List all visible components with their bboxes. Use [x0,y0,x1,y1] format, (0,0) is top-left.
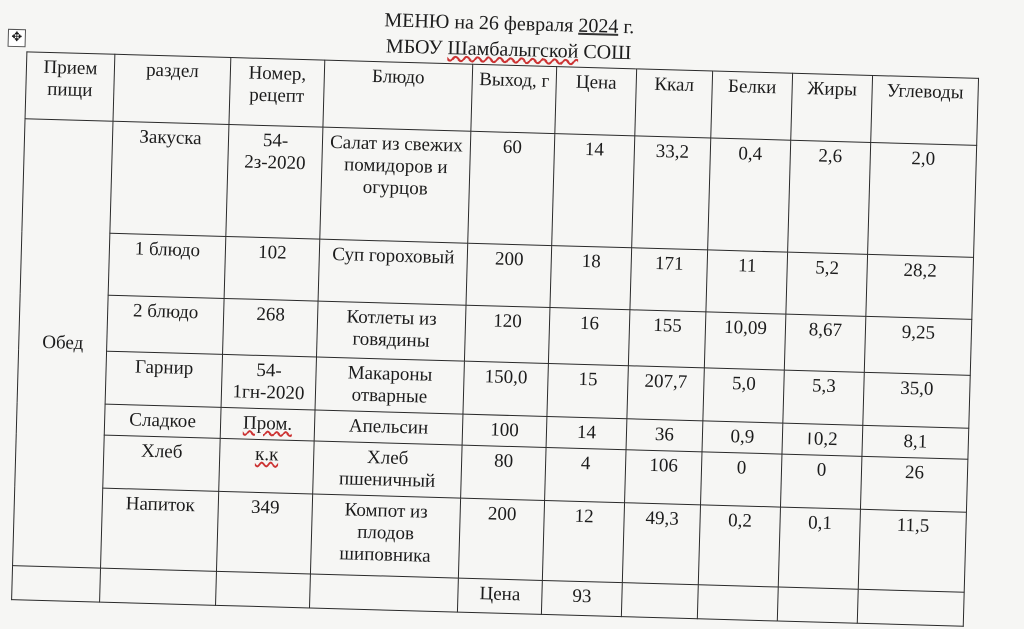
dish-cell: Котлеты из говядины [316,301,466,361]
table-move-handle-icon[interactable]: ✥ [8,29,26,47]
menu-table [11,51,979,626]
price-cell: 16 [548,308,630,366]
dish-cell: Компот из плодов шиповника [310,494,460,578]
col-header-price: Цена [555,67,637,136]
col-header-fat: Жиры [791,73,873,142]
yield-cell: 150,0 [463,361,548,416]
meal-cell: Обед [13,119,113,568]
yield-cell: 80 [461,445,546,500]
col-header-dish: Блюдо [323,60,473,131]
title-line-1: МЕНЮ на 26 февраля 2024 г. [384,9,635,39]
kcal-cell: 106 [625,450,702,505]
recipe-cell: 349 [216,491,312,574]
protein-cell: 0,9 [702,421,783,454]
price-cell: 14 [552,134,635,248]
recipe-cell: 268 [223,298,319,357]
dish-cell: Апельсин [314,410,463,445]
fat-cell: 0,1 [778,507,860,589]
carbs-cell: 11,5 [858,509,966,592]
fat-cell: 5,2 [786,252,868,316]
col-header-section: раздел [113,54,231,124]
yield-cell: 200 [466,243,552,307]
kcal-cell: 171 [630,248,708,312]
price-cell: 15 [547,364,628,419]
carbs-cell: 28,2 [866,254,974,319]
kcal-cell: 155 [628,310,706,368]
dish-cell: Макароны отварные [315,357,464,414]
kcal-cell: 36 [626,419,703,452]
recipe-cell: 54-2з-2020 [226,125,323,240]
kcal-cell: 33,2 [632,136,711,250]
section-cell: Закуска [110,121,229,236]
fat-cell: 8,67 [784,314,866,372]
dish-cell: Хлеб пшеничный [313,441,462,498]
total-label: Цена [457,578,542,614]
section-cell: 2 блюдо [107,295,225,354]
kcal-cell: 207,7 [627,366,704,421]
price-cell: 18 [550,246,632,310]
yield-cell: 100 [462,414,547,447]
carbs-cell: 9,25 [864,316,972,375]
price-cell: 4 [545,447,626,502]
i-beam-cursor-icon: I [806,429,813,449]
price-cell: 12 [542,500,624,582]
section-cell: 1 блюдо [108,233,226,298]
protein-cell: 0 [701,452,782,507]
col-header-carbs: Углеводы [871,75,979,145]
kcal-cell: 49,3 [622,503,700,585]
fat-cell: 2,6 [788,140,871,254]
col-header-yield: Выход, г [471,64,557,133]
col-header-kcal: Ккал [635,69,713,138]
fat-cell: 0 [780,454,861,509]
col-header-meal: Прием пищи [25,52,115,121]
section-cell: Гарнир [105,351,222,407]
document-title [358,7,659,67]
protein-cell: 0,4 [708,138,791,252]
recipe-cell: Пром. [220,407,315,441]
col-header-protein: Белки [711,71,793,140]
carbs-cell: 26 [860,456,967,512]
yield-cell: 60 [468,131,555,245]
recipe-cell: 102 [224,236,320,301]
section-cell: Сладкое [104,404,221,438]
protein-cell: 5,0 [703,368,784,423]
protein-cell: 10,09 [704,312,786,370]
fat-cell[interactable]: I0,2 [782,423,863,456]
yield-cell: 200 [458,498,544,580]
yield-cell: 120 [464,305,550,363]
recipe-cell: к.к [219,438,314,494]
dish-cell: Салат из свежих помидоров и огурцов [320,127,471,243]
price-cell: 14 [546,416,627,449]
dish-cell: Суп гороховый [318,239,468,305]
section-cell: Хлеб [103,435,220,491]
protein-cell: 11 [706,250,788,314]
protein-cell: 0,2 [698,505,780,587]
title-line-2: МБОУ Шамбалыгской СОШ [385,35,632,65]
carbs-cell: 8,1 [862,425,969,459]
fat-cell: 5,3 [783,370,864,425]
total-value: 93 [541,580,622,616]
recipe-cell: 54-1гн-2020 [221,354,316,410]
col-header-recipe: Номер, рецепт [229,58,325,128]
section-cell: Напиток [101,488,219,571]
carbs-cell: 35,0 [863,372,970,428]
carbs-cell: 2,0 [868,142,977,257]
